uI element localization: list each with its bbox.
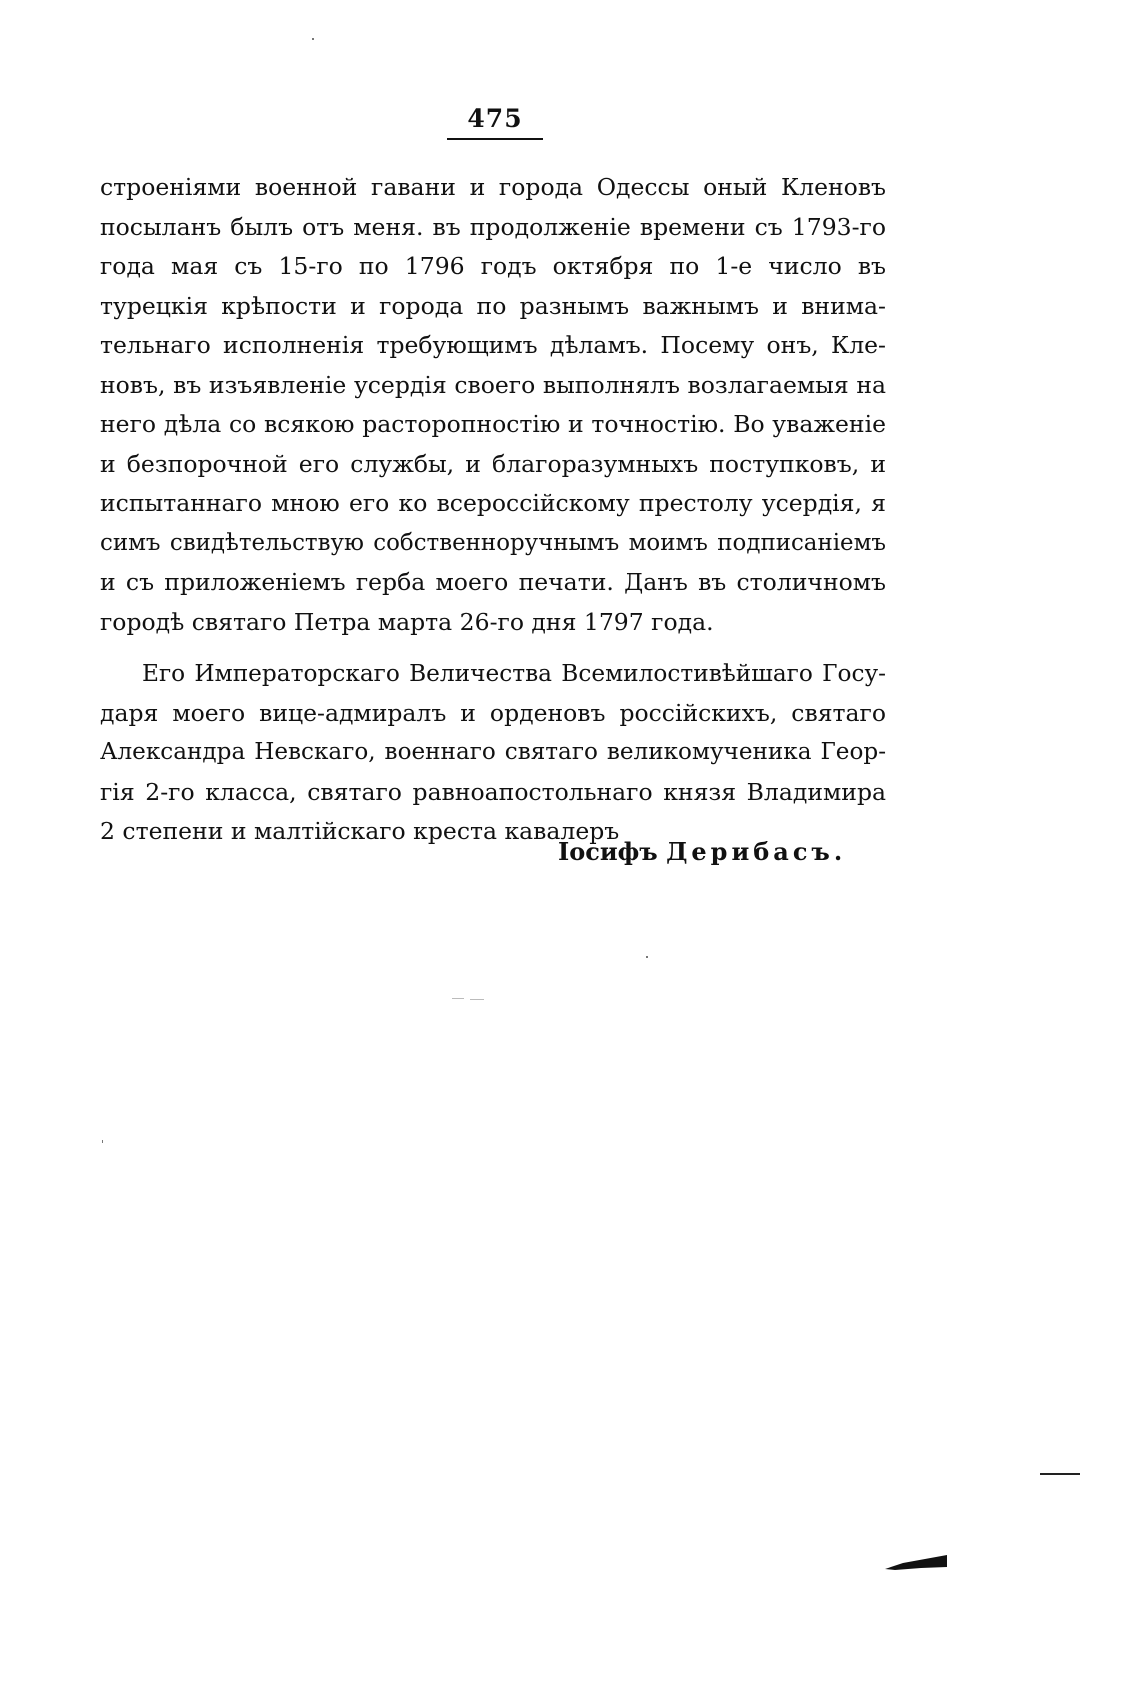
scan-speck xyxy=(102,1140,103,1143)
text-line: и безпорочной его службы, и благоразумныхъ поступковъ, и xyxy=(100,449,886,478)
text-line: даря моего вице-адмиралъ и орденовъ россійскихъ, святаго xyxy=(100,698,886,727)
text-line: Александра Невскаго, военнаго святаго великомученика Геор- xyxy=(100,739,886,765)
signature xyxy=(558,837,846,866)
text-line: тельнаго исполненія требующимъ дѣламъ. Посему онъ, Кле- xyxy=(100,331,886,359)
text-line: симъ свидѣтельствую собственноручнымъ моимъ подписаніемъ xyxy=(100,529,886,556)
paragraph-2 xyxy=(100,654,886,852)
text-line: него дѣла со всякою расторопностію и точностію. Во уваженіе xyxy=(100,410,886,438)
scan-speck xyxy=(470,999,484,1000)
page-number: 475 xyxy=(467,104,523,133)
scan-speck xyxy=(452,998,464,999)
text-line: посыланъ былъ отъ меня. въ продолженіе времени съ 1793-го xyxy=(100,212,886,241)
signature-first-name: Іосифъ xyxy=(558,837,658,866)
text-line: новъ, въ изъявленіе усердія своего выполнялъ возлагаемыя на xyxy=(100,370,886,399)
paragraph-gap xyxy=(100,642,886,654)
text-line: гія 2-го класса, святаго равноапостольнаго князя Владимира xyxy=(100,777,886,806)
text-line: года мая съ 15-го по 1796 годъ октября по 1-е число въ xyxy=(100,252,886,280)
text-line: строеніями военной гавани и города Одессы оный Кленовъ xyxy=(100,173,886,201)
scan-edge-mark xyxy=(1040,1473,1080,1475)
text-line: испытаннаго мною его ко всероссійскому престолу усердія, я xyxy=(100,489,886,517)
text-line: и съ приложеніемъ герба моего печати. Данъ въ столичномъ xyxy=(100,568,886,596)
text-line: городѣ святаго Петра марта 26-го дня 1797 года. xyxy=(100,607,714,636)
text-line: 2 степени и малтійскаго креста кавалеръ xyxy=(100,817,620,845)
scan-speck xyxy=(646,956,648,958)
text-line: турецкія крѣпости и города по разнымъ важнымъ и внима- xyxy=(100,291,886,320)
scan-speck xyxy=(312,38,314,40)
scan-edge-blot xyxy=(885,1555,947,1571)
text-line: Его Императорскаго Величества Всемилостивѣйшаго Госу- xyxy=(142,660,886,687)
body-text xyxy=(100,168,886,852)
signature-surname: Дерибасъ. xyxy=(666,837,847,866)
paragraph-1 xyxy=(100,168,886,642)
header-rule xyxy=(447,138,543,140)
